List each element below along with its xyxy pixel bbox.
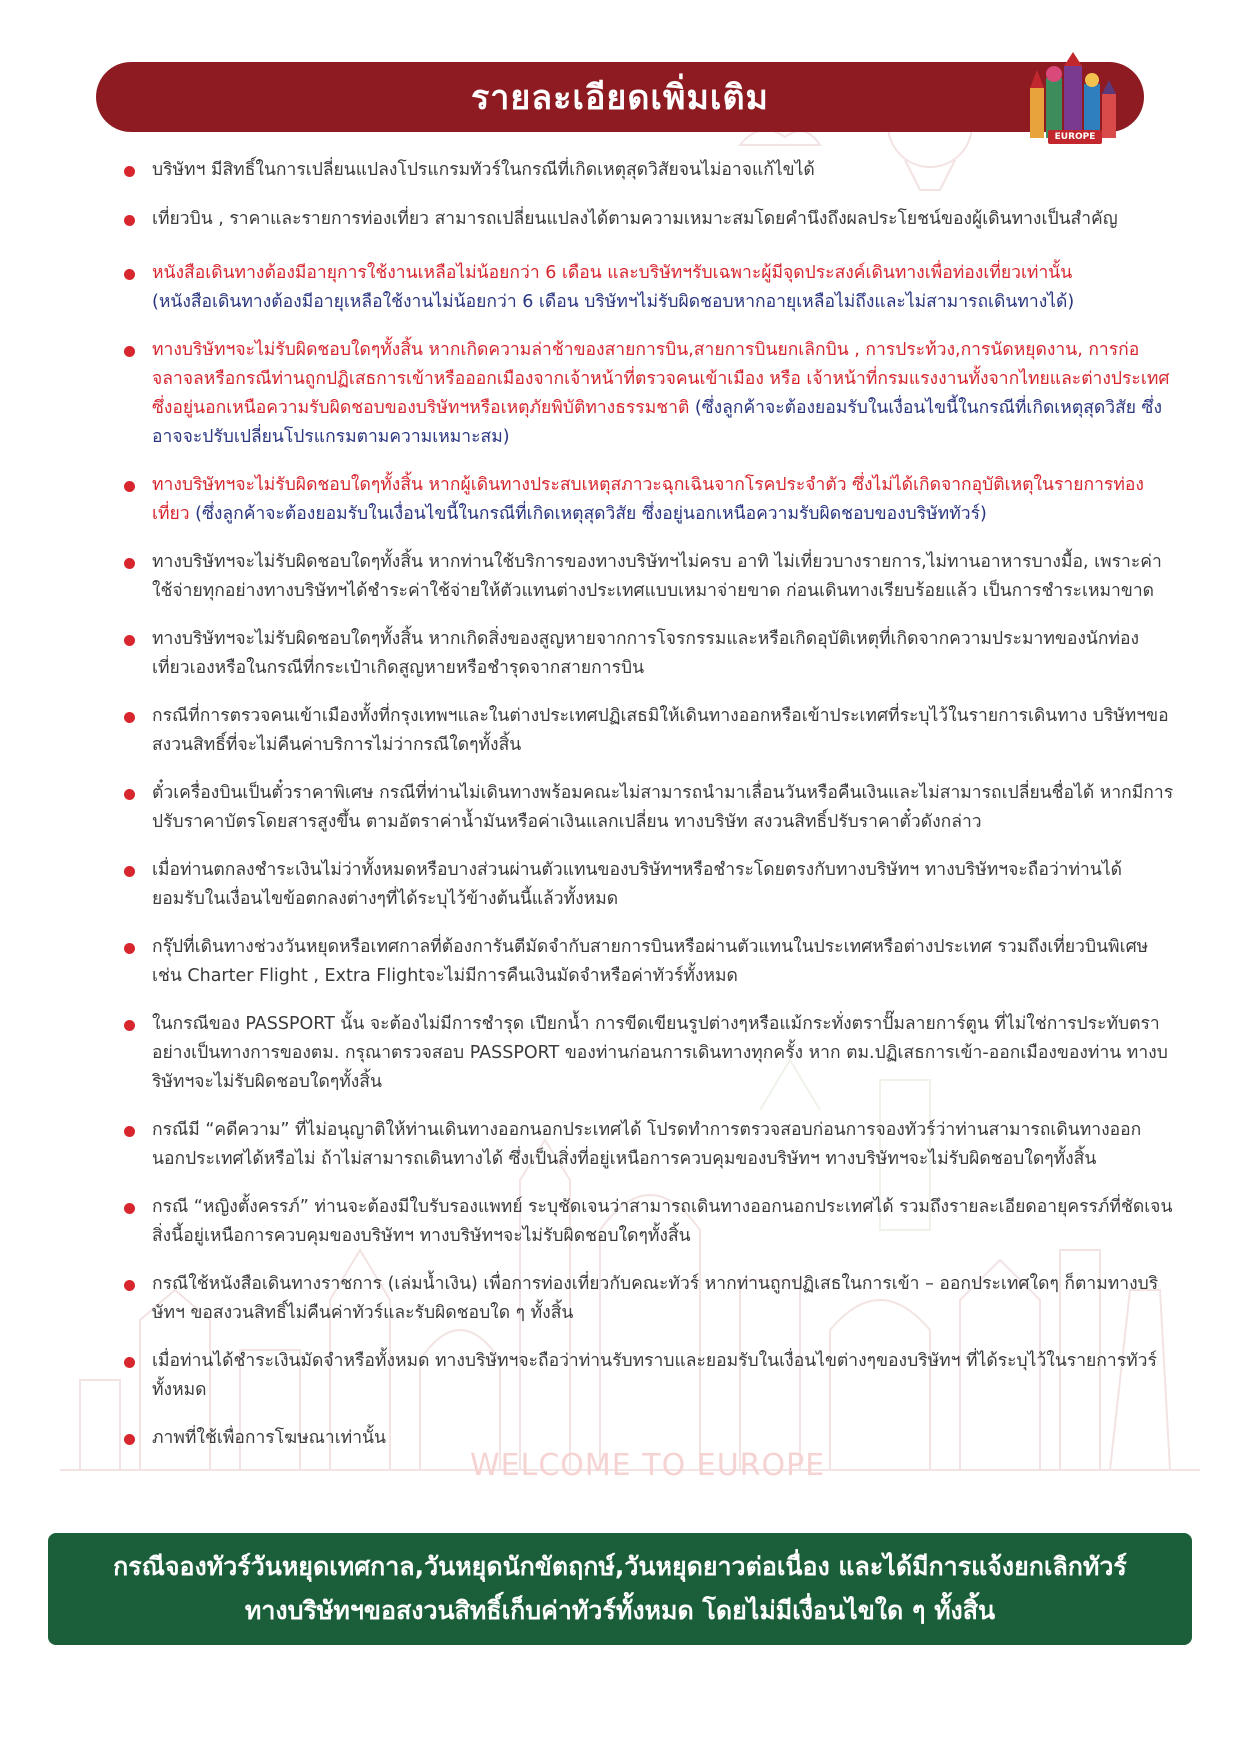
term-text: กรณีที่การตรวจคนเข้าเมืองทั้งที่กรุงเทพฯและในต่างประเทศปฏิเสธมิให้เดินทางออกหรือเข้าประเทศที่ระบุไว้ในรายการเดินทาง บริษัทฯขอสงวนสิทธิ์ที่จะไม่คืนค่าบริการไม่ว่ากรณีใดๆทั้งสิ้น (152, 706, 1169, 755)
list-item (124, 779, 1174, 837)
bullet-dot-icon (124, 943, 135, 954)
bullet-dot-icon (124, 269, 135, 280)
list-item (124, 933, 1174, 991)
list-item (124, 856, 1174, 914)
bullet-dot-icon (124, 1203, 135, 1214)
term-text-highlight: หนังสือเดินทางต้องมีอายุการใช้งานเหลือไม่น้อยกว่า 6 เดือน และบริษัทฯรับเฉพาะผู้มีจุดประสงค์เดินทางเพื่อท่องเที่ยวเท่านั้น (152, 263, 1073, 283)
bullet-dot-icon (124, 1126, 135, 1137)
bullet-dot-icon (124, 1357, 135, 1368)
list-item (124, 1193, 1174, 1251)
term-text: ทางบริษัทฯจะไม่รับผิดชอบใดๆทั้งสิ้น หากเกิดสิ่งของสูญหายจากการโจรกรรมและหรือเกิดอุบัติเหตุที่เกิดจากความประมาทของนักท่องเที่ยวเองหรือในกรณีที่กระเป๋าเกิดสูญหายหรือชำรุดจากสายการบิน (152, 629, 1140, 678)
term-text: กรณี “หญิงตั้งครรภ์” ท่านจะต้องมีใบรับรองแพทย์ ระบุชัดเจนว่าสามารถเดินทางออกนอกประเทศได้ รวมถึงรายละเอียดอายุครรภ์ที่ชัดเจน สิ่งนี้อยู่เหนือการควบคุมของบริษัทฯ ทางบริษัทฯจะไม่รับผิดชอบใดๆทั้งสิ้น (152, 1197, 1173, 1246)
bullet-dot-icon (124, 866, 135, 877)
term-text: ในกรณีของ PASSPORT นั้น จะต้องไม่มีการชำรุด เปียกน้ำ การขีดเขียนรูปต่างๆหรือแม้กระทั่งตราปั๊มลายการ์ตูน ที่ไม่ใช่การประทับตราอย่างเป็นทางการของตม. กรุณาตรวจสอบ PASSPORT ของท่านก่อนการเดินทางทุกครั้ง หาก ตม.ปฏิเสธการเข้า-ออกเมืองของท่าน ทางบริษัทฯจะไม่รับผิดชอบใดๆทั้งสิ้น (152, 1014, 1168, 1092)
bullet-dot-icon (124, 1020, 135, 1031)
bullet-dot-icon (124, 1280, 135, 1291)
term-text-note: (ซึ่งลูกค้าจะต้องยอมรับในเงื่อนไขนี้ในกรณีที่เกิดเหตุสุดวิสัย ซึ่งอยู่นอกเหนือความรับผิดชอบของบริษัททัวร์) (189, 504, 987, 524)
term-text-highlight: ทางบริษัทฯจะไม่รับผิดชอบใดๆทั้งสิ้น หากเกิดความล่าช้าของสายการบิน,สายการบินยกเลิกบิน , การประท้วง,การนัดหยุดงาน, การก่อจลาจลหรือกรณีท่านถูกปฏิเสธการเข้าหรือออกเมืองจากเจ้าหน้าที่ตรวจคนเข้าเมือง หรือ เจ้าหน้าที่กรมแรงงานทั้งจากไทยและต่างประเทศซึ่งอยู่นอกเหนือความรับผิดชอบของบริษัทฯหรือเหตุภัยพิบัติทางธรรมชาติ (152, 340, 1170, 418)
bullet-dot-icon (124, 1434, 135, 1445)
term-text: เมื่อท่านได้ชำระเงินมัดจำหรือทั้งหมด ทางบริษัทฯจะถือว่าท่านรับทราบและยอมรับในเงื่อนไขต่างๆของบริษัทฯ ที่ได้ระบุไว้ในรายการทัวร์ทั้งหมด (152, 1351, 1157, 1400)
term-text: เมื่อท่านตกลงชำระเงินไม่ว่าทั้งหมดหรือบางส่วนผ่านตัวแทนของบริษัทฯหรือชำระโดยตรงกับทางบริษัทฯ ทางบริษัทฯจะถือว่าท่านได้ยอมรับในเงื่อนไขข้อตกลงต่างๆที่ได้ระบุไว้ข้างต้นนี้แล้วทั้งหมด (152, 860, 1122, 909)
bullet-dot-icon (124, 215, 135, 226)
term-text: กรณีใช้หนังสือเดินทางราชการ (เล่มน้ำเงิน) เพื่อการท่องเที่ยวกับคณะทัวร์ หากท่านถูกปฏิเสธในการเข้า – ออกประเทศใดๆ ก็ตามทางบริษัทฯ ขอสงวนสิทธิ์ไม่คืนค่าทัวร์และรับผิดชอบใด ๆ ทั้งสิ้น (152, 1274, 1159, 1323)
list-item (124, 1116, 1174, 1174)
list-item (124, 336, 1174, 452)
bullet-dot-icon (124, 558, 135, 569)
list-item (124, 702, 1174, 760)
list-item (124, 156, 1174, 185)
footer-notice-banner (48, 1533, 1192, 1645)
list-item (124, 1270, 1174, 1328)
bullet-dot-icon (124, 635, 135, 646)
page-title: รายละเอียดเพิ่มเติม (471, 78, 769, 118)
term-text: ภาพที่ใช้เพื่อการโฆษณาเท่านั้น (152, 1428, 386, 1448)
term-text: ทางบริษัทฯจะไม่รับผิดชอบใดๆทั้งสิ้น หากท่านใช้บริการของทางบริษัทฯไม่ครบ อาทิ ไม่เที่ยวบางรายการ,ไม่ทานอาหารบางมื้อ, เพราะค่าใช้จ่ายทุกอย่างทางบริษัทฯได้ชำระค่าใช้จ่ายให้ตัวแทนต่างประเทศแบบเหมาจ่ายขาด ก่อนเดินทางเรียบร้อยแล้ว เป็นการชำระเหมาขาด (152, 552, 1162, 601)
list-item (124, 1010, 1174, 1097)
list-item (124, 205, 1174, 234)
term-text-note: (ซึ่งลูกค้าจะต้องยอมรับในเงื่อนไขนี้ในกรณีที่เกิดเหตุสุดวิสัย ซึ่งอาจจะปรับเปลี่ยนโปรแกรมตามความเหมาะสม) (152, 398, 1162, 447)
terms-list (124, 156, 1174, 1453)
list-item (124, 259, 1174, 317)
bullet-dot-icon (124, 789, 135, 800)
europe-badge-label: EUROPE (1048, 130, 1102, 144)
header-banner (96, 62, 1144, 132)
list-item (124, 625, 1174, 683)
list-item (124, 548, 1174, 606)
term-text: กรณีมี “คดีความ” ที่ไม่อนุญาติให้ท่านเดินทางออกนอกประเทศได้ โปรดทำการตรวจสอบก่อนการจองทัวร์ว่าท่านสามารถเดินทางออกนอกประเทศได้หรือไม่ ถ้าไม่สามารถเดินทางได้ ซึ่งเป็นสิ่งที่อยู่เหนือการควบคุมของบริษัทฯ ทางบริษัทฯจะไม่รับผิดชอบใดๆทั้งสิ้น (152, 1120, 1142, 1169)
bullet-dot-icon (124, 712, 135, 723)
list-item (124, 1347, 1174, 1405)
footer-notice-line: กรณีจองทัวร์วันหยุดเทศกาล,วันหยุดนักขัตฤกษ์,วันหยุดยาวต่อเนื่อง และได้มีการแจ้งยกเลิกทัวร์ (113, 1552, 1127, 1581)
bullet-dot-icon (124, 166, 135, 177)
welcome-watermark: WELCOME TO EUROPE (470, 1448, 826, 1483)
term-text-highlight: ทางบริษัทฯจะไม่รับผิดชอบใดๆทั้งสิ้น หากผู้เดินทางประสบเหตุสภาวะฉุกเฉินจากโรคประจำตัว ซึ่งไม่ได้เกิดจากอุบัติเหตุในรายการท่องเที่ยว (152, 475, 1144, 524)
term-text: ตั๋วเครื่องบินเป็นตั๋วราคาพิเศษ กรณีที่ท่านไม่เดินทางพร้อมคณะไม่สามารถนำมาเลื่อนวันหรือคืนเงินและไม่สามารถเปลี่ยนชื่อได้ หากมีการปรับราคาบัตรโดยสารสูงขึ้น ตามอัตราค่าน้ำมันหรือค่าเงินแลกเปลี่ยน ทางบริษัท สงวนสิทธิ์ปรับราคาตั๋วดังกล่าว (152, 783, 1174, 832)
footer-notice-line: ทางบริษัทฯขอสงวนสิทธิ์เก็บค่าทัวร์ทั้งหมด โดยไม่มีเงื่อนไขใด ๆ ทั้งสิ้น (244, 1596, 996, 1625)
term-text: เที่ยวบิน , ราคาและรายการท่องเที่ยว สามารถเปลี่ยนแปลงได้ตามความเหมาะสมโดยคำนึงถึงผลประโยชน์ของผู้เดินทางเป็นสำคัญ (152, 209, 1118, 229)
bullet-dot-icon (124, 481, 135, 492)
term-text: กรุ๊ปที่เดินทางช่วงวันหยุดหรือเทศกาลที่ต้องการันตีมัดจำกับสายการบินหรือผ่านตัวแทนในประเทศหรือต่างประเทศ รวมถึงเที่ยวบินพิเศษ เช่น Charter Flight , Extra Flightจะไม่มีการคืนเงินมัดจำหรือค่าทัวร์ทั้งหมด (152, 937, 1149, 986)
list-item (124, 471, 1174, 529)
term-text-note: (หนังสือเดินทางต้องมีอายุเหลือใช้งานไม่น้อยกว่า 6 เดือน บริษัทฯไม่รับผิดชอบหากอายุเหลือไม่ถึงและไม่สามารถเดินทางได้) (152, 292, 1075, 312)
term-text: บริษัทฯ มีสิทธิ์ในการเปลี่ยนแปลงโปรแกรมทัวร์ในกรณีที่เกิดเหตุสุดวิสัยจนไม่อาจแก้ไขได้ (152, 160, 815, 180)
bullet-dot-icon (124, 346, 135, 357)
